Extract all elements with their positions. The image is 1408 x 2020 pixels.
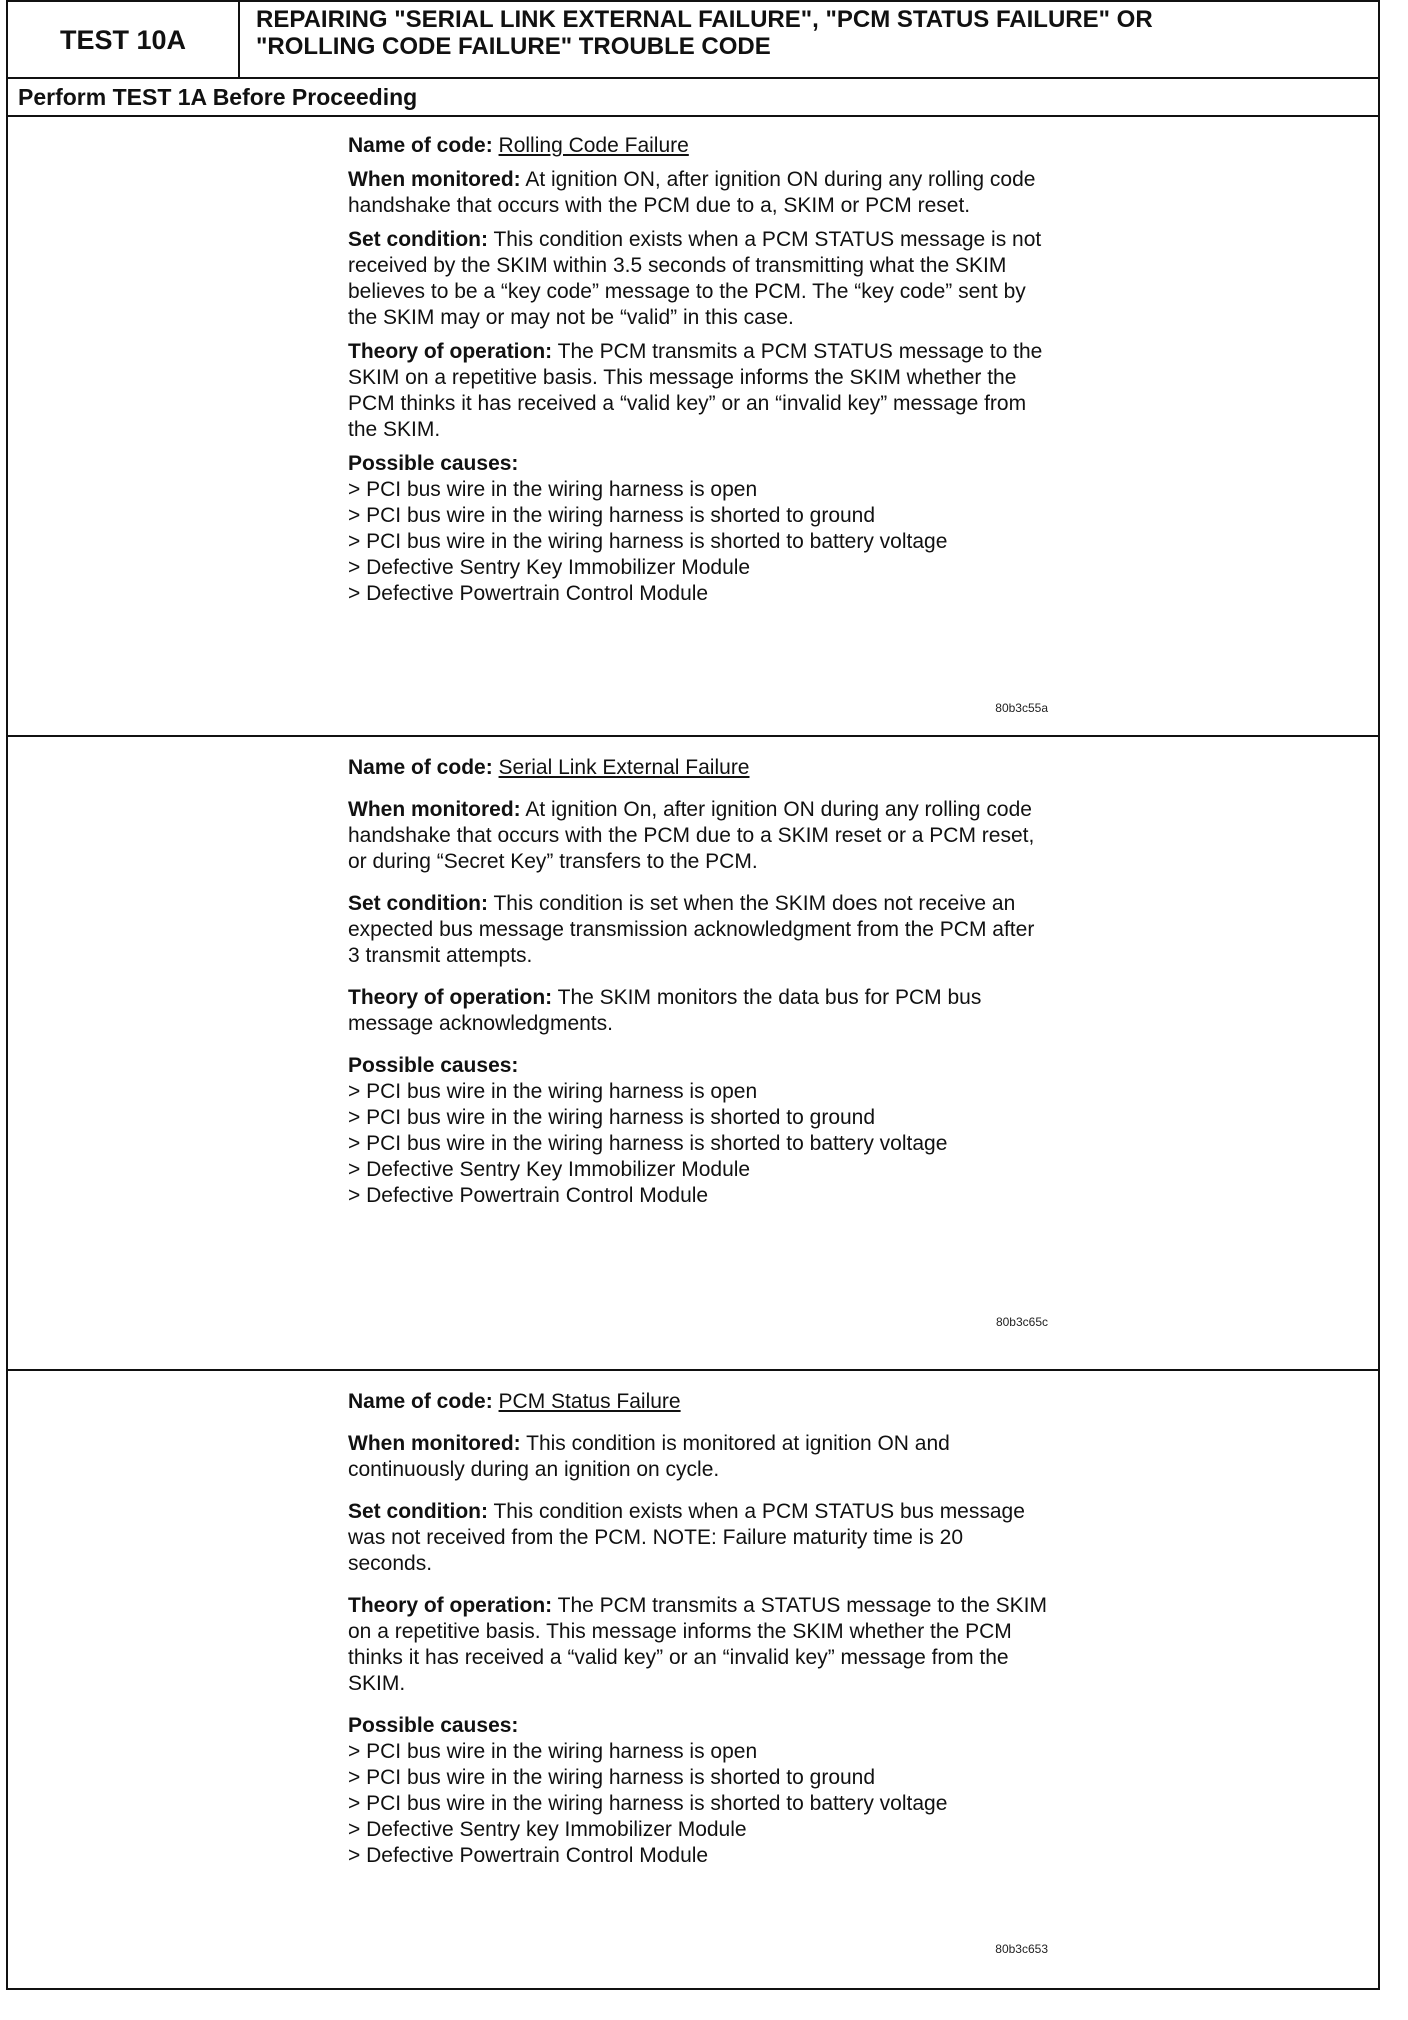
code-name-row <box>348 1389 1048 1415</box>
set-condition-label: Set condition: <box>348 1500 488 1523</box>
cause-item: > Defective Sentry Key Immobilizer Module <box>348 555 1048 581</box>
theory-of-operation <box>348 339 1048 443</box>
when-monitored-label: When monitored: <box>348 798 521 821</box>
when-monitored-label: When monitored: <box>348 1432 521 1455</box>
cause-item: > PCI bus wire in the wiring harness is shorted to battery voltage <box>348 529 1048 555</box>
cause-item: > Defective Sentry Key Immobilizer Module <box>348 1157 1048 1183</box>
theory-text: The PCM transmits a PCM STATUS message to the SKIM on a repetitive basis. This message informs the SKIM whether the PCM thinks it has received a “valid key” or an “invalid key” message from the SKIM. <box>348 340 1043 441</box>
cause-item: > Defective Sentry key Immobilizer Module <box>348 1817 1048 1843</box>
theory-label: Theory of operation: <box>348 340 553 363</box>
test-procedure-table <box>6 0 1380 1990</box>
when-monitored-text: At ignition On, after ignition ON during any rolling code handshake that occurs with the PCM due to a SKIM reset or a PCM reset, or during “Secret Key” transfers to the PCM. <box>348 798 1035 873</box>
test-title-line-1: REPAIRING "SERIAL LINK EXTERNAL FAILURE", "PCM STATUS FAILURE" OR <box>256 6 1153 33</box>
code-description <box>348 755 1048 1209</box>
code-name: Serial Link External Failure <box>498 756 750 779</box>
set-condition-text: This condition exists when a PCM STATUS bus message was not received from the PCM. NOTE: Failure maturity time is 20 seconds. <box>348 1500 1025 1575</box>
cause-item: > PCI bus wire in the wiring harness is open <box>348 1079 1048 1105</box>
theory-label: Theory of operation: <box>348 1594 553 1617</box>
prerequisite-note: Perform TEST 1A Before Proceeding <box>8 79 1378 117</box>
cause-item: > Defective Powertrain Control Module <box>348 581 1048 607</box>
when-monitored-text: This condition is monitored at ignition ON and continuously during an ignition on cycle. <box>348 1432 950 1481</box>
possible-causes-list <box>348 1079 1048 1209</box>
theory-text: The SKIM monitors the data bus for PCM bus message acknowledgments. <box>348 986 982 1035</box>
code-section-serial-link <box>8 737 1378 1371</box>
possible-causes-list <box>348 1739 1048 1869</box>
set-condition <box>348 1499 1048 1577</box>
code-name-row <box>348 133 1048 159</box>
when-monitored <box>348 797 1048 875</box>
when-monitored-label: When monitored: <box>348 168 521 191</box>
when-monitored-text: At ignition ON, after ignition ON during any rolling code handshake that occurs with the PCM due to a, SKIM or PCM reset. <box>348 168 1036 217</box>
cause-item: > PCI bus wire in the wiring harness is shorted to battery voltage <box>348 1131 1048 1157</box>
code-name-label: Name of code: <box>348 756 493 779</box>
theory-of-operation <box>348 1593 1048 1697</box>
code-name-label: Name of code: <box>348 134 493 157</box>
code-description <box>348 1389 1048 1869</box>
possible-causes-label: Possible causes: <box>348 452 519 475</box>
code-name-label: Name of code: <box>348 1390 493 1413</box>
test-title-line-2: "ROLLING CODE FAILURE" TROUBLE CODE <box>256 33 771 60</box>
when-monitored <box>348 1431 1048 1483</box>
code-name: Rolling Code Failure <box>498 134 689 157</box>
code-description <box>348 133 1048 607</box>
possible-causes-label: Possible causes: <box>348 1714 519 1737</box>
set-condition-label: Set condition: <box>348 228 488 251</box>
cause-item: > PCI bus wire in the wiring harness is shorted to ground <box>348 1765 1048 1791</box>
possible-causes-label: Possible causes: <box>348 1054 519 1077</box>
set-condition-text: This condition exists when a PCM STATUS message is not received by the SKIM within 3.5 seconds of transmitting what the SKIM believes to be a “key code” message to the PCM. The “key code” sent by the SKIM may or may not be “valid” in this case. <box>348 228 1042 329</box>
set-condition <box>348 227 1048 331</box>
figure-reference: 80b3c55a <box>995 701 1048 715</box>
cause-item: > PCI bus wire in the wiring harness is shorted to battery voltage <box>348 1791 1048 1817</box>
code-section-pcm-status <box>8 1371 1378 1990</box>
possible-causes-list <box>348 477 1048 607</box>
theory-of-operation <box>348 985 1048 1037</box>
cause-item: > PCI bus wire in the wiring harness is open <box>348 477 1048 503</box>
set-condition-label: Set condition: <box>348 892 488 915</box>
set-condition <box>348 891 1048 969</box>
code-section-rolling-code <box>8 117 1378 737</box>
theory-label: Theory of operation: <box>348 986 553 1009</box>
code-name: PCM Status Failure <box>498 1390 681 1413</box>
table-header <box>8 2 1378 79</box>
cause-item: > Defective Powertrain Control Module <box>348 1183 1048 1209</box>
test-id: TEST 10A <box>8 2 240 79</box>
figure-reference: 80b3c653 <box>995 1942 1048 1956</box>
figure-reference: 80b3c65c <box>995 1315 1048 1329</box>
cause-item: > Defective Powertrain Control Module <box>348 1843 1048 1869</box>
test-title <box>256 6 1356 60</box>
cause-item: > PCI bus wire in the wiring harness is open <box>348 1739 1048 1765</box>
when-monitored <box>348 167 1048 219</box>
set-condition-text: This condition is set when the SKIM does not receive an expected bus message transmission acknowledgment from the PCM after 3 transmit attempts. <box>348 892 1035 967</box>
theory-text: The PCM transmits a STATUS message to the SKIM on a repetitive basis. This message informs the SKIM whether the PCM thinks it has received a “valid key” or an “invalid key” message from the SKIM. <box>348 1594 1048 1695</box>
code-name-row <box>348 755 1048 781</box>
cause-item: > PCI bus wire in the wiring harness is shorted to ground <box>348 503 1048 529</box>
cause-item: > PCI bus wire in the wiring harness is shorted to ground <box>348 1105 1048 1131</box>
